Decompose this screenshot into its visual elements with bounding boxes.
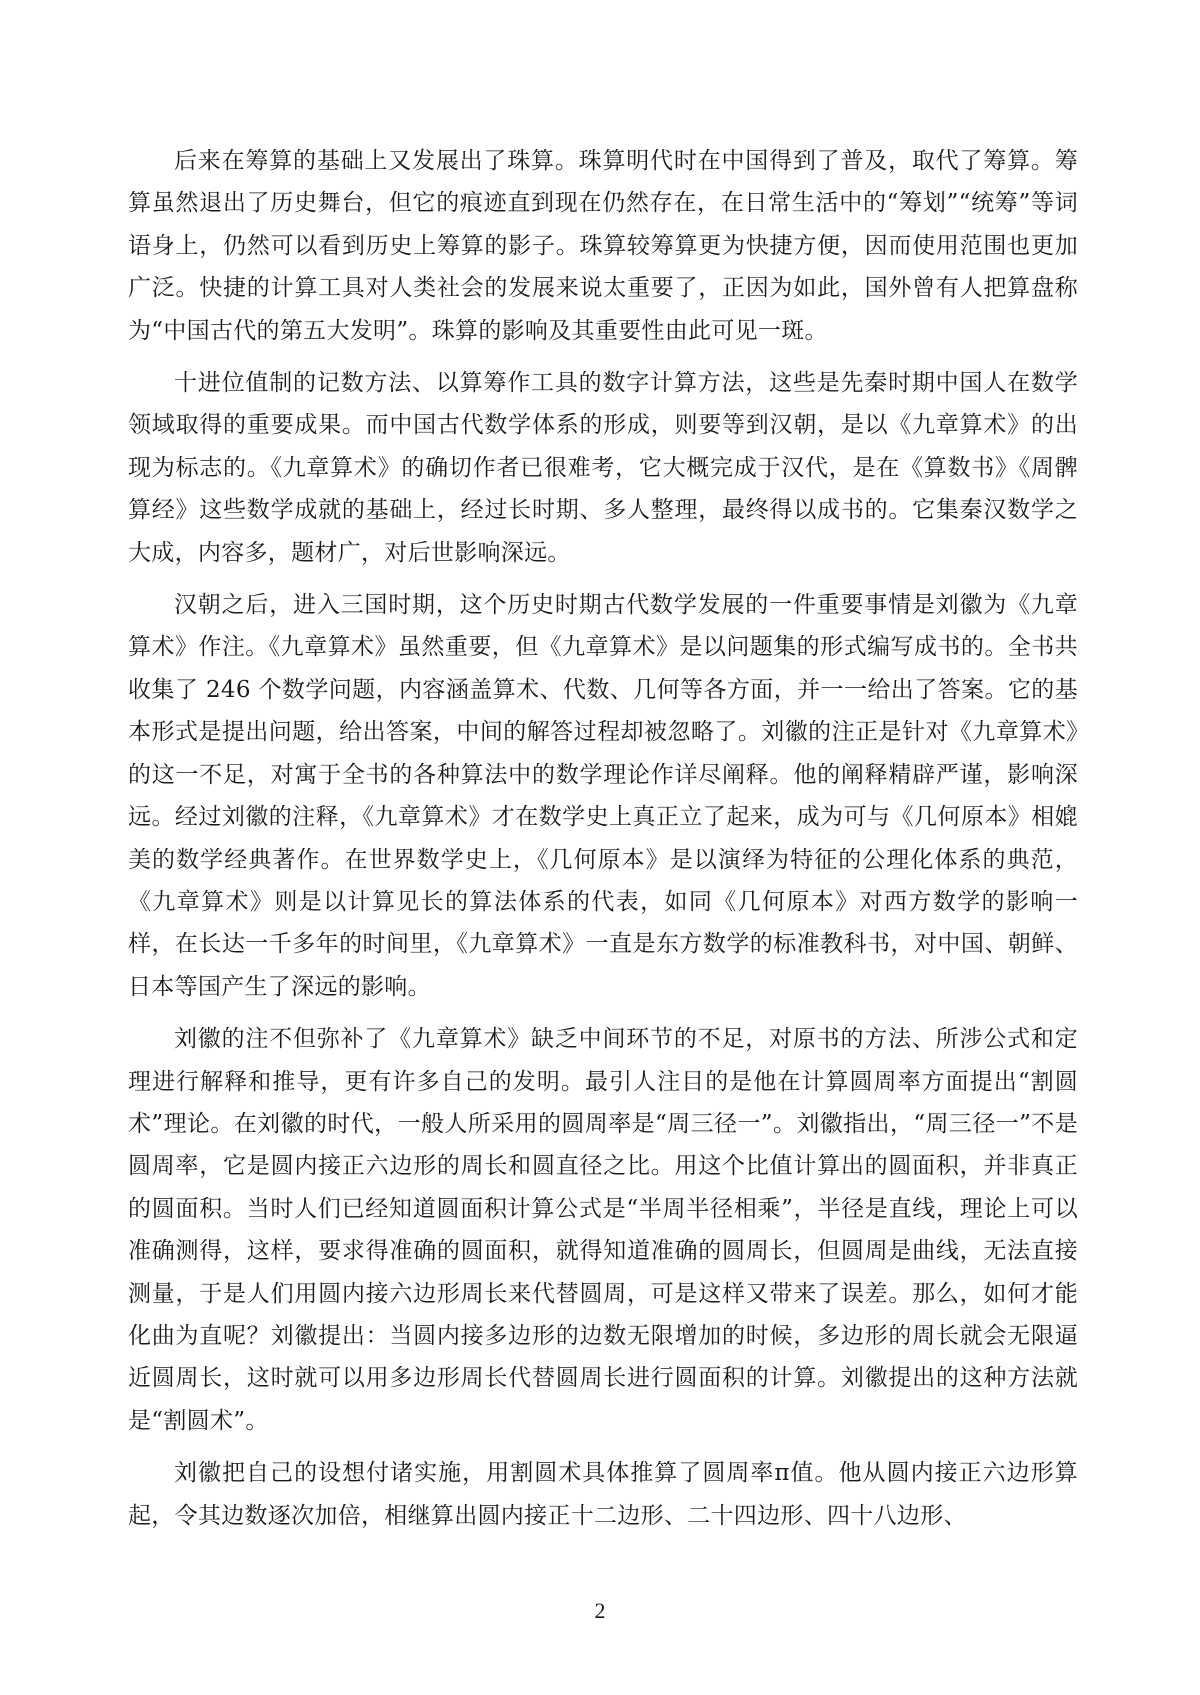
body-text: [128, 140, 1078, 1547]
paragraph-3: 汉朝之后，进入三国时期，这个历史时期古代数学发展的一件重要事情是刘徽为《九章算术》作注。《九章算术》虽然重要，但《九章算术》是以问题集的形式编写成书的。全书共收集了 246 个数学问题，内容涵盖算术、代数、几何等各方面，并一一给出了答案。它的基本形式是提出问题，给出答案，中间的解答过程却被忽略了。刘徽的注正是针对《九章算术》的这一不足，对寓于全书的各种算法中的数学理论作详尽阐释。他的阐释精辟严谨，影响深远。经过刘徽的注释，《九章算术》才在数学史上真正立了起来，成为可与《几何原本》相媲美的数学经典著作。在世界数学史上，《几何原本》是以演绎为特征的公理化体系的典范，《九章算术》则是以计算见长的算法体系的代表，如同《几何原本》对西方数学的影响一样，在长达一千多年的时间里，《九章算术》一直是东方数学的标准教科书，对中国、朝鲜、日本等国产生了深远的影响。: [128, 592, 1078, 1000]
paragraph-5: 刘徽把自己的设想付诸实施，用割圆术具体推算了圆周率π值。他从圆内接正六边形算起，令其边数逐次加倍，相继算出圆内接正十二边形、二十四边形、四十八边形、: [128, 1460, 1078, 1529]
paragraph-2: 十进位值制的记数方法、以算筹作工具的数字计算方法，这些是先秦时期中国人在数学领域取得的重要成果。而中国古代数学体系的形成，则要等到汉朝，是以《九章算术》的出现为标志的。《九章算术》的确切作者已很难考，它大概完成于汉代，是在《算数书》《周髀算经》这些数学成就的基础上，经过长时期、多人整理，最终得以成书的。它集秦汉数学之大成，内容多，题材广，对后世影响深远。: [128, 370, 1078, 566]
paragraph-4: 刘徽的注不但弥补了《九章算术》缺乏中间环节的不足，对原书的方法、所涉公式和定理进行解释和推导，更有许多自己的发明。最引人注目的是他在计算圆周率方面提出“割圆术”理论。在刘徽的时代，一般人所采用的圆周率是“周三径一”。刘徽指出，“周三径一”不是圆周率，它是圆内接正六边形的周长和圆直径之比。用这个比值计算出的圆面积，并非真正的圆面积。当时人们已经知道圆面积计算公式是“半周半径相乘”，半径是直线，理论上可以准确测得，这样，要求得准确的圆面积，就得知道准确的圆周长，但圆周是曲线，无法直接测量，于是人们用圆内接六边形周长来代替圆周，可是这样又带来了误差。那么，如何才能化曲为直呢？刘徽提出：当圆内接多边形的边数无限增加的时候，多边形的周长就会无限逼近圆周长，这时就可以用多边形周长代替圆周长进行圆面积的计算。刘徽提出的这种方法就是“割圆术”。: [128, 1026, 1078, 1434]
paragraph-1: 后来在筹算的基础上又发展出了珠算。珠算明代时在中国得到了普及，取代了筹算。筹算虽然退出了历史舞台，但它的痕迹直到现在仍然存在，在日常生活中的“筹划”“统筹”等词语身上，仍然可以看到历史上筹算的影子。珠算较筹算更为快捷方便，因而使用范围也更加广泛。快捷的计算工具对人类社会的发展来说太重要了，正因为如此，国外曾有人把算盘称为“中国古代的第五大发明”。珠算的影响及其重要性由此可见一斑。: [128, 148, 1078, 344]
page-number: 2: [594, 1598, 606, 1623]
